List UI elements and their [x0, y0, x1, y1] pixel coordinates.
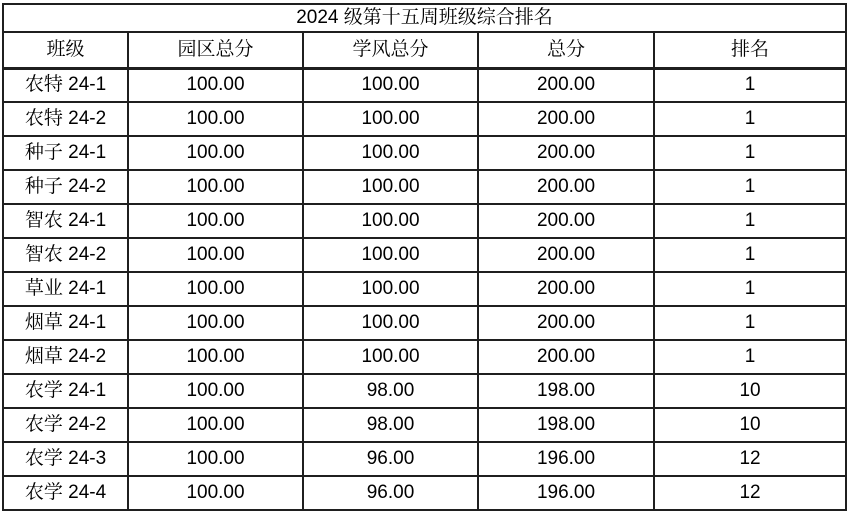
rank-cell: 1 — [654, 272, 846, 306]
campus-total-cell: 100.00 — [128, 238, 303, 272]
total-score-cell: 200.00 — [478, 170, 654, 204]
class-name-cell: 农特 24-2 — [3, 102, 128, 136]
class-name-cell: 农学 24-3 — [3, 442, 128, 476]
class-name-cell: 种子 24-2 — [3, 170, 128, 204]
table-row — [3, 170, 846, 204]
table-row — [3, 306, 846, 340]
total-score-cell: 200.00 — [478, 102, 654, 136]
rank-cell: 1 — [654, 170, 846, 204]
rank-cell: 12 — [654, 442, 846, 476]
total-score-cell: 198.00 — [478, 408, 654, 442]
campus-total-cell: 100.00 — [128, 68, 303, 102]
rank-cell: 1 — [654, 306, 846, 340]
rank-cell: 1 — [654, 340, 846, 374]
column-header-row — [3, 32, 846, 68]
total-score-cell: 200.00 — [478, 136, 654, 170]
rank-cell: 1 — [654, 204, 846, 238]
ranking-table-body — [3, 68, 846, 510]
campus-total-cell: 100.00 — [128, 374, 303, 408]
study-total-cell: 100.00 — [303, 238, 478, 272]
class-name-cell: 草业 24-1 — [3, 272, 128, 306]
table-row — [3, 374, 846, 408]
total-score-cell: 196.00 — [478, 442, 654, 476]
study-total-cell: 96.00 — [303, 442, 478, 476]
campus-total-cell: 100.00 — [128, 272, 303, 306]
rank-cell: 12 — [654, 476, 846, 510]
table-row — [3, 68, 846, 102]
study-total-cell: 100.00 — [303, 102, 478, 136]
campus-total-cell: 100.00 — [128, 476, 303, 510]
rank-cell: 1 — [654, 102, 846, 136]
table-row — [3, 272, 846, 306]
table-row — [3, 442, 846, 476]
study-total-cell: 100.00 — [303, 68, 478, 102]
column-header-total-score: 总分 — [478, 32, 654, 68]
rank-cell: 1 — [654, 238, 846, 272]
campus-total-cell: 100.00 — [128, 170, 303, 204]
campus-total-cell: 100.00 — [128, 136, 303, 170]
table-title: 2024 级第十五周班级综合排名 — [3, 4, 846, 32]
rank-cell: 10 — [654, 408, 846, 442]
column-header-campus-total: 园区总分 — [128, 32, 303, 68]
rank-cell: 10 — [654, 374, 846, 408]
campus-total-cell: 100.00 — [128, 442, 303, 476]
class-name-cell: 智农 24-1 — [3, 204, 128, 238]
class-name-cell: 农学 24-4 — [3, 476, 128, 510]
total-score-cell: 200.00 — [478, 340, 654, 374]
total-score-cell: 200.00 — [478, 204, 654, 238]
study-total-cell: 100.00 — [303, 340, 478, 374]
class-name-cell: 烟草 24-2 — [3, 340, 128, 374]
study-total-cell: 96.00 — [303, 476, 478, 510]
total-score-cell: 200.00 — [478, 68, 654, 102]
total-score-cell: 200.00 — [478, 238, 654, 272]
study-total-cell: 98.00 — [303, 374, 478, 408]
study-total-cell: 100.00 — [303, 204, 478, 238]
campus-total-cell: 100.00 — [128, 306, 303, 340]
column-header-study-total: 学风总分 — [303, 32, 478, 68]
column-header-class-name: 班级 — [3, 32, 128, 68]
class-name-cell: 农学 24-1 — [3, 374, 128, 408]
campus-total-cell: 100.00 — [128, 102, 303, 136]
class-ranking-table — [2, 3, 847, 511]
table-row — [3, 136, 846, 170]
campus-total-cell: 100.00 — [128, 340, 303, 374]
study-total-cell: 98.00 — [303, 408, 478, 442]
table-row — [3, 408, 846, 442]
total-score-cell: 200.00 — [478, 272, 654, 306]
study-total-cell: 100.00 — [303, 170, 478, 204]
table-row — [3, 238, 846, 272]
total-score-cell: 198.00 — [478, 374, 654, 408]
class-name-cell: 农学 24-2 — [3, 408, 128, 442]
study-total-cell: 100.00 — [303, 306, 478, 340]
rank-cell: 1 — [654, 68, 846, 102]
total-score-cell: 196.00 — [478, 476, 654, 510]
campus-total-cell: 100.00 — [128, 408, 303, 442]
class-name-cell: 智农 24-2 — [3, 238, 128, 272]
table-row — [3, 204, 846, 238]
campus-total-cell: 100.00 — [128, 204, 303, 238]
table-row — [3, 102, 846, 136]
class-name-cell: 烟草 24-1 — [3, 306, 128, 340]
table-row — [3, 340, 846, 374]
study-total-cell: 100.00 — [303, 272, 478, 306]
total-score-cell: 200.00 — [478, 306, 654, 340]
study-total-cell: 100.00 — [303, 136, 478, 170]
class-name-cell: 农特 24-1 — [3, 68, 128, 102]
column-header-rank: 排名 — [654, 32, 846, 68]
rank-cell: 1 — [654, 136, 846, 170]
title-row — [3, 4, 846, 32]
table-row — [3, 476, 846, 510]
class-name-cell: 种子 24-1 — [3, 136, 128, 170]
